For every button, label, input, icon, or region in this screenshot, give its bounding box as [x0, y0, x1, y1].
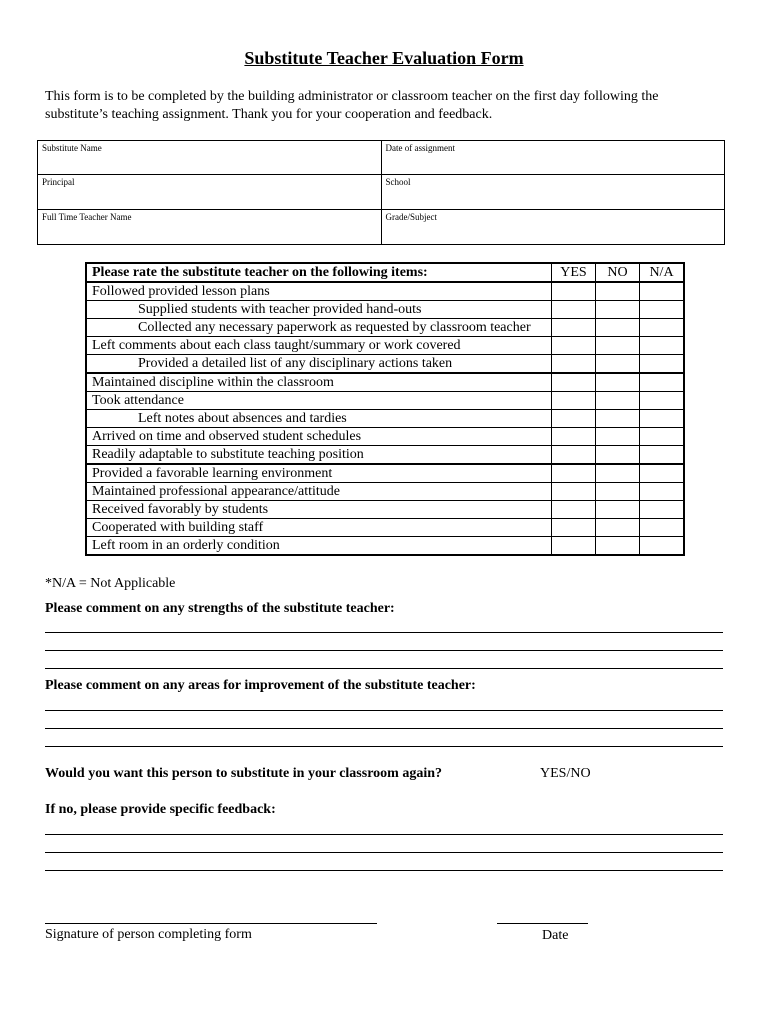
strengths-answer-line[interactable] — [45, 650, 723, 651]
date-label: Date — [542, 928, 569, 943]
rating-item: Collected any necessary paperwork as requested by classroom teacher — [86, 319, 552, 337]
yes-cell[interactable] — [552, 501, 596, 519]
na-cell[interactable] — [640, 519, 685, 537]
no-cell[interactable] — [596, 483, 640, 501]
no-cell[interactable] — [596, 428, 640, 446]
na-cell[interactable] — [640, 355, 685, 374]
rating-row — [86, 519, 684, 537]
yes-no-answer[interactable]: YES/NO — [540, 766, 591, 781]
no-cell[interactable] — [596, 537, 640, 556]
school-field[interactable] — [381, 175, 725, 210]
feedback-question: If no, please provide specific feedback: — [45, 802, 276, 817]
yes-cell[interactable] — [552, 373, 596, 392]
yes-cell[interactable] — [552, 519, 596, 537]
rating-item: Readily adaptable to substitute teaching position — [86, 446, 552, 465]
yes-cell[interactable] — [552, 410, 596, 428]
rating-row — [86, 537, 684, 556]
no-cell[interactable] — [596, 319, 640, 337]
no-cell[interactable] — [596, 519, 640, 537]
no-cell[interactable] — [596, 392, 640, 410]
yes-cell[interactable] — [552, 301, 596, 319]
yes-cell[interactable] — [552, 355, 596, 374]
rating-row — [86, 373, 684, 392]
form-title: Substitute Teacher Evaluation Form — [244, 48, 524, 68]
rating-item: Left notes about absences and tardies — [86, 410, 552, 428]
rating-item: Cooperated with building staff — [86, 519, 552, 537]
rating-row — [86, 301, 684, 319]
improvement-question: Please comment on any areas for improvement of the substitute teacher: — [45, 678, 476, 693]
grade-subject-field[interactable] — [381, 210, 725, 245]
na-cell[interactable] — [640, 501, 685, 519]
improvement-answer-line[interactable] — [45, 746, 723, 747]
na-cell[interactable] — [640, 464, 685, 483]
rating-item: Supplied students with teacher provided hand-outs — [86, 301, 552, 319]
rating-item: Provided a detailed list of any disciplinary actions taken — [86, 355, 552, 374]
no-cell[interactable] — [596, 355, 640, 374]
date-of-assignment-label: Date of assignment — [385, 143, 455, 153]
yes-cell[interactable] — [552, 319, 596, 337]
yes-cell[interactable] — [552, 428, 596, 446]
full-time-teacher-field[interactable] — [38, 210, 382, 245]
no-cell[interactable] — [596, 410, 640, 428]
rating-item: Arrived on time and observed student schedules — [86, 428, 552, 446]
rating-row — [86, 483, 684, 501]
improvement-answer-line[interactable] — [45, 710, 723, 711]
no-cell[interactable] — [596, 301, 640, 319]
rating-table — [85, 262, 685, 556]
yes-column-header: YES — [552, 263, 596, 282]
principal-field[interactable] — [38, 175, 382, 210]
yes-cell[interactable] — [552, 483, 596, 501]
substitute-name-field[interactable] — [38, 141, 382, 175]
no-cell[interactable] — [596, 282, 640, 301]
yes-cell[interactable] — [552, 446, 596, 465]
rating-row — [86, 501, 684, 519]
rating-row — [86, 446, 684, 465]
rating-item: Received favorably by students — [86, 501, 552, 519]
grade-subject-label: Grade/Subject — [385, 212, 437, 222]
rating-row — [86, 392, 684, 410]
na-cell[interactable] — [640, 446, 685, 465]
full-time-teacher-label: Full Time Teacher Name — [42, 212, 132, 222]
signature-line[interactable] — [45, 923, 377, 924]
na-cell[interactable] — [640, 410, 685, 428]
rating-item: Maintained discipline within the classroom — [86, 373, 552, 392]
again-question: Would you want this person to substitute in your classroom again? — [45, 766, 442, 781]
intro-text: This form is to be completed by the building administrator or classroom teacher on the first day following the substitute’s teaching assignment. Thank you for your cooperation and feedback. — [45, 89, 659, 122]
feedback-answer-line[interactable] — [45, 834, 723, 835]
na-cell[interactable] — [640, 483, 685, 501]
no-cell[interactable] — [596, 501, 640, 519]
na-cell[interactable] — [640, 373, 685, 392]
substitute-name-label: Substitute Name — [42, 143, 102, 153]
rating-header: Please rate the substitute teacher on the following items: — [86, 263, 552, 282]
feedback-answer-line[interactable] — [45, 870, 723, 871]
school-label: School — [385, 177, 411, 187]
na-note: *N/A = Not Applicable — [45, 576, 176, 591]
strengths-question: Please comment on any strengths of the substitute teacher: — [45, 601, 395, 616]
no-cell[interactable] — [596, 373, 640, 392]
rating-item: Left comments about each class taught/summary or work covered — [86, 337, 552, 355]
rating-row — [86, 464, 684, 483]
rating-item: Took attendance — [86, 392, 552, 410]
rating-item: Left room in an orderly condition — [86, 537, 552, 556]
na-column-header: N/A — [640, 263, 685, 282]
yes-cell[interactable] — [552, 392, 596, 410]
yes-cell[interactable] — [552, 537, 596, 556]
no-column-header: NO — [596, 263, 640, 282]
rating-item: Followed provided lesson plans — [86, 282, 552, 301]
no-cell[interactable] — [596, 337, 640, 355]
improvement-answer-line[interactable] — [45, 728, 723, 729]
rating-row — [86, 337, 684, 355]
principal-label: Principal — [42, 177, 75, 187]
rating-item: Provided a favorable learning environment — [86, 464, 552, 483]
no-cell[interactable] — [596, 464, 640, 483]
info-table — [37, 140, 725, 245]
na-cell[interactable] — [640, 428, 685, 446]
na-cell[interactable] — [640, 392, 685, 410]
na-cell[interactable] — [640, 282, 685, 301]
signature-label: Signature of person completing form — [45, 927, 252, 942]
yes-cell[interactable] — [552, 282, 596, 301]
strengths-answer-line[interactable] — [45, 668, 723, 669]
yes-cell[interactable] — [552, 337, 596, 355]
na-cell[interactable] — [640, 537, 685, 556]
no-cell[interactable] — [596, 446, 640, 465]
date-of-assignment-field[interactable] — [381, 141, 725, 175]
rating-item: Maintained professional appearance/attitude — [86, 483, 552, 501]
rating-row — [86, 319, 684, 337]
strengths-answer-line[interactable] — [45, 632, 723, 633]
rating-row — [86, 282, 684, 301]
na-cell[interactable] — [640, 337, 685, 355]
rating-row — [86, 428, 684, 446]
feedback-answer-line[interactable] — [45, 852, 723, 853]
date-line[interactable] — [497, 923, 588, 924]
na-cell[interactable] — [640, 319, 685, 337]
na-cell[interactable] — [640, 301, 685, 319]
rating-row — [86, 410, 684, 428]
rating-row — [86, 355, 684, 374]
yes-cell[interactable] — [552, 464, 596, 483]
